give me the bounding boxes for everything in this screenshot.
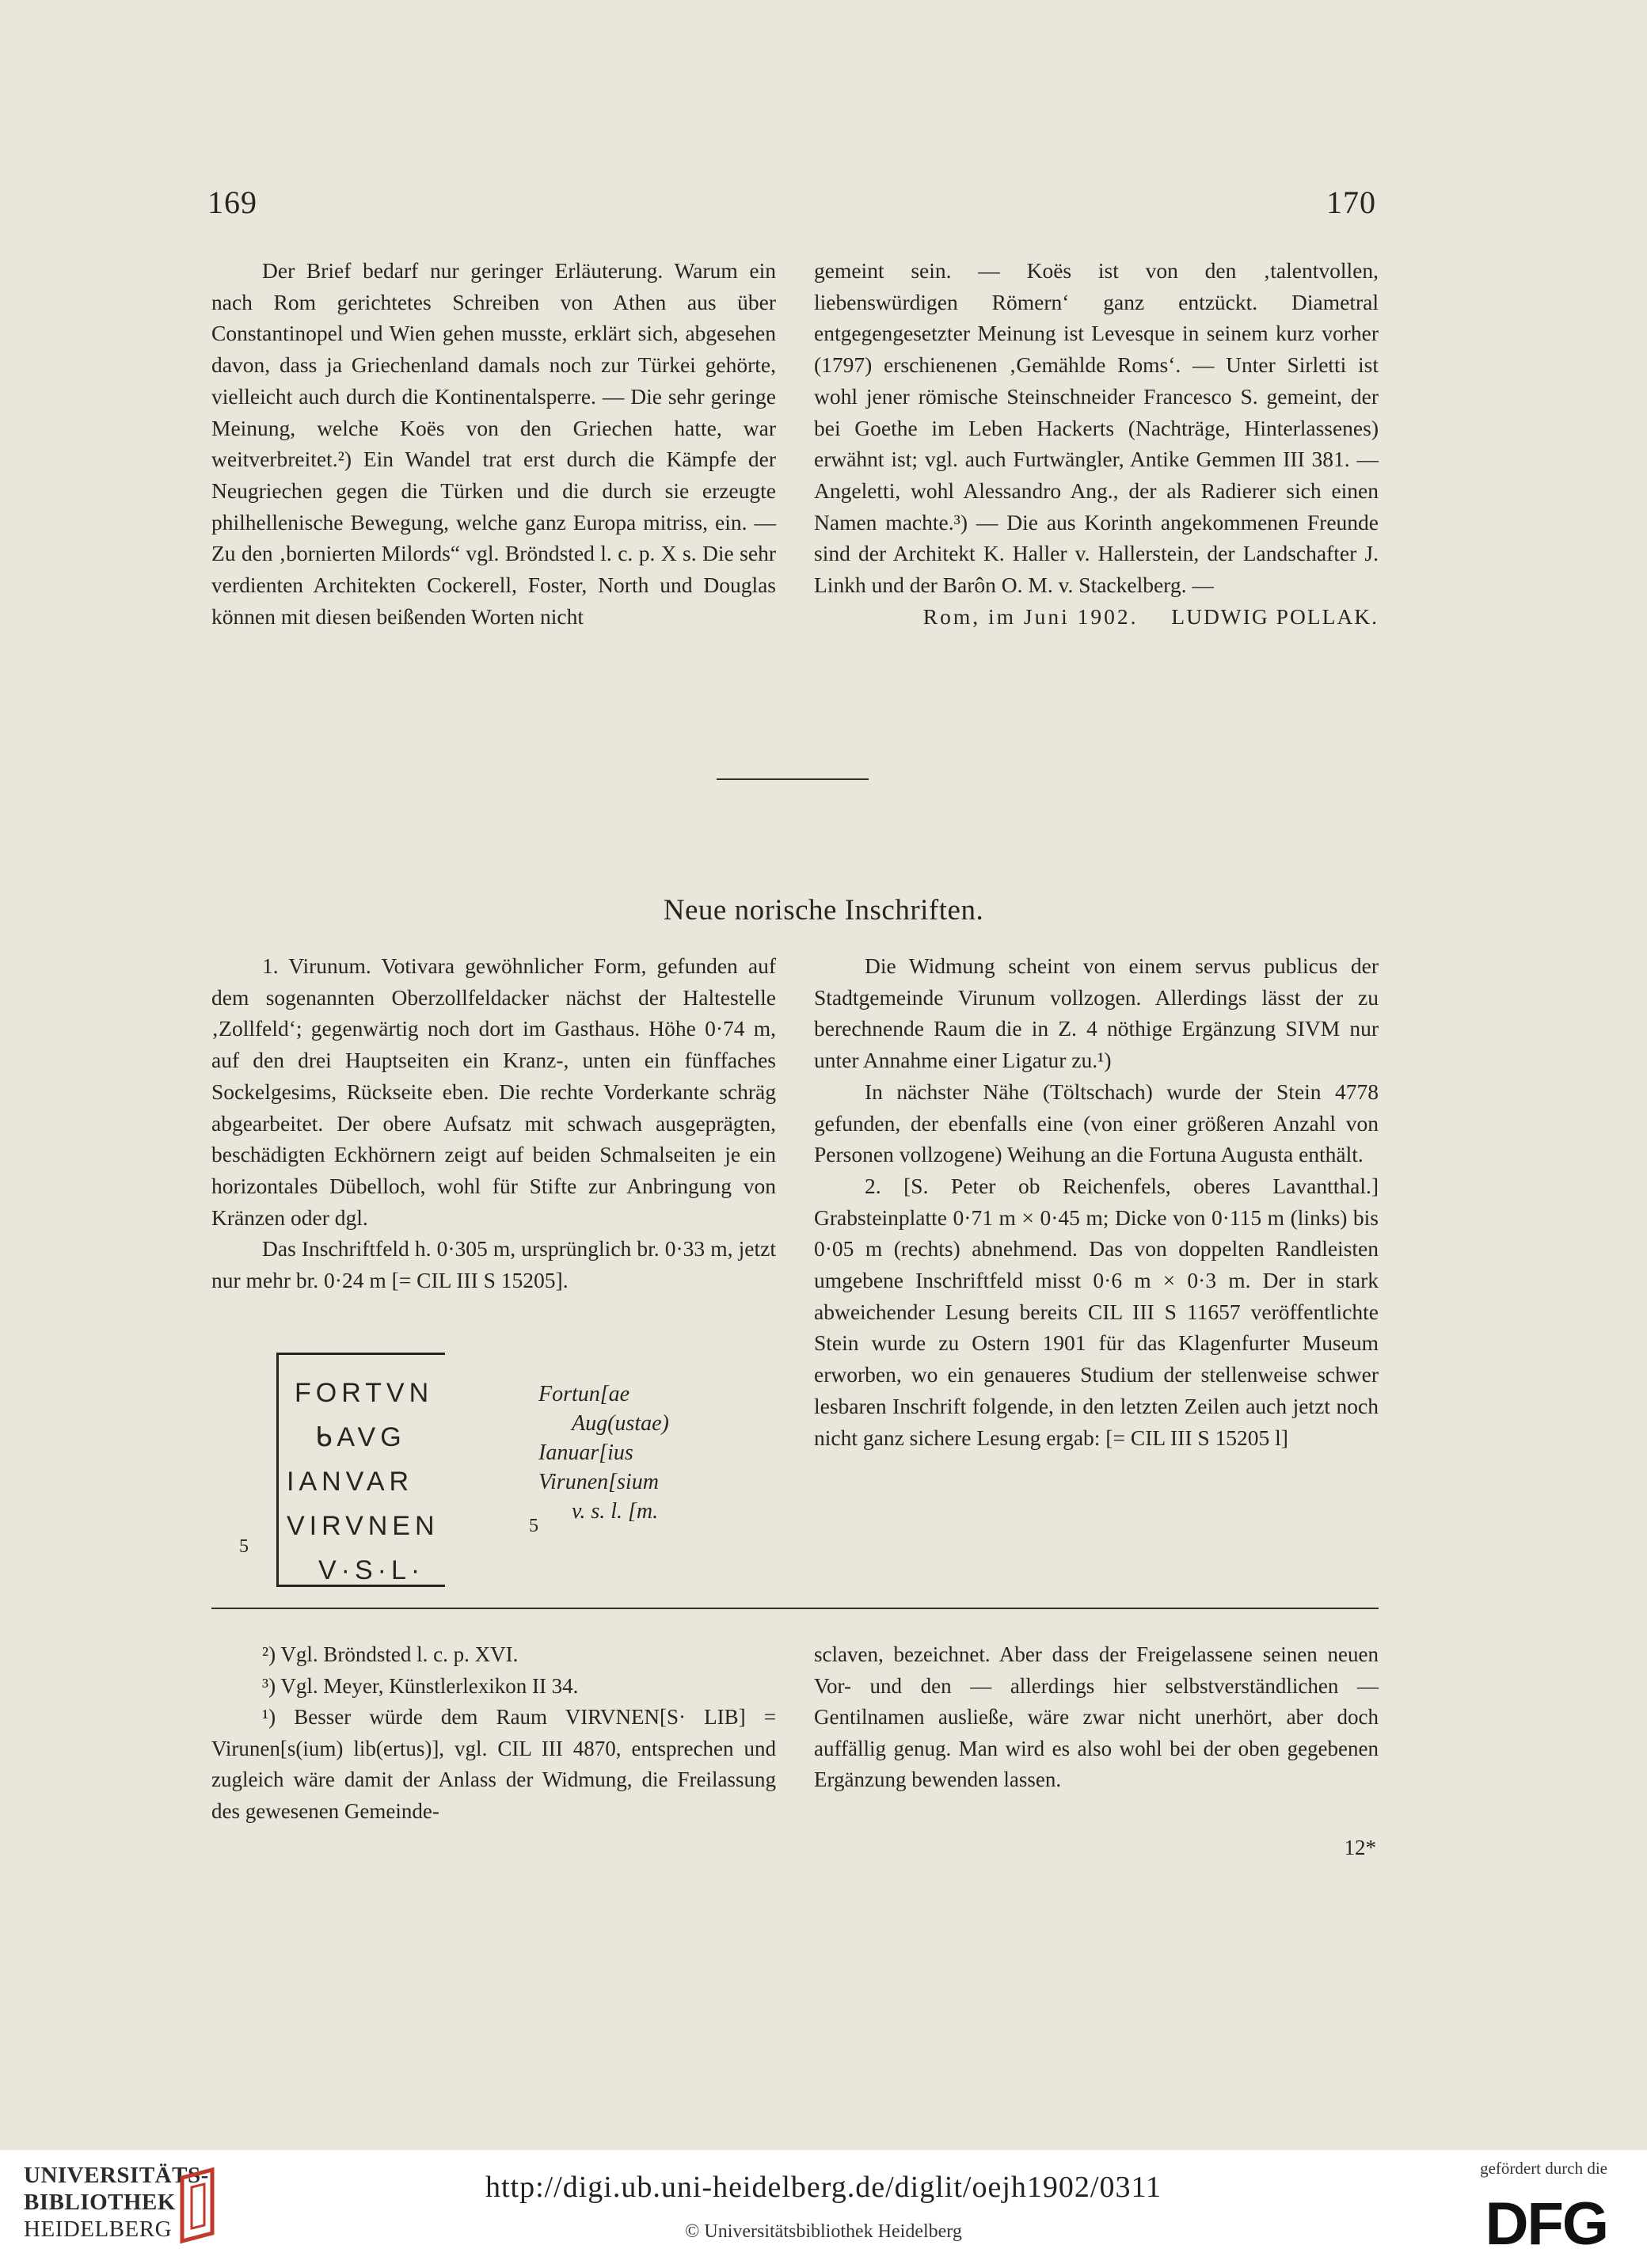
letter-commentary-left (211, 255, 776, 632)
inscription-line: FORTVN (295, 1378, 434, 1408)
inscription-line: VIRVNEN (287, 1511, 439, 1541)
transcription-line: Aug(ustae) (572, 1411, 669, 1436)
copyright-notice: © Universitätsbibliothek Heidelberg (685, 2221, 962, 2242)
footnote: ³) Vgl. Meyer, Künstlerlexikon II 34. (262, 1673, 579, 1698)
permalink-url[interactable]: http://digi.ub.uni-heidelberg.de/diglit/oejh1902/0311 (485, 2171, 1162, 2204)
signature-line (814, 601, 1379, 633)
inscription-transcription (538, 1379, 669, 1526)
article-right-column (814, 950, 1379, 1453)
line-number: 5 (529, 1516, 538, 1536)
transcription-line: Fortun[ae (538, 1382, 630, 1406)
paragraph: Die Widmung scheint von einem servus publicus der Stadtgemeinde Virunum vollzogen. Allerdings lässt der zu berechnende Raum die in Z. 4 nöthige Ergänzung SIVM nur unter Annahme einer Ligatur zu.¹) (814, 953, 1379, 1073)
transcription-line: Ianuar[ius (538, 1440, 633, 1465)
funder-text: gefördert durch die (1480, 2159, 1607, 2178)
line-number: 5 (239, 1536, 249, 1557)
letter-commentary-right (814, 255, 1379, 632)
library-line: HEIDELBERG (24, 2217, 173, 2242)
footer-bar (0, 2150, 1647, 2268)
paragraph: In nächster Nähe (Töltschach) wurde der Stein 4778 gefunden, der ebenfalls eine (von einer größeren Anzahl von Personen vollzogene) Weihung an die Fortuna Augusta enthält. (814, 1079, 1379, 1167)
paragraph: gemeint sein. — Koës ist von den ‚talentvollen, liebenswürdigen Römern‘ ganz entzückt. Diametral entgegengesetzter Meinung ist Levesque in seinem kurz vorher (1797) erschienenen ‚Gemählde Roms‘. — Unter Sirletti ist wohl jener römische Steinschneider Francesco S. gemeint, der bei Goethe im Leben Hackerts (Nachträge, Hinterlassenes) erwähnt ist; vgl. auch Furtwängler, Antike Gemmen III 381. — Angeletti, wohl Alessandro Ang., der als Radierer sich einen Namen machte.³) — Die aus Korinth angekommenen Freunde sind der Architekt K. Haller v. Hallerstein, der Landschafter J. Linkh und der Barôn O. M. v. Stackelberg. — (814, 258, 1379, 598)
library-line: UNIVERSITÄTS- (24, 2163, 209, 2188)
page-number-left: 169 (207, 185, 257, 220)
paragraph: Der Brief bedarf nur geringer Erläuterung. Warum ein nach Rom gerichtetes Schreiben von Athen aus über Constantinopel und Wien gehen musste, erklärt sich, abgesehen davon, dass ja Griechenland damals noch zur Türkei gehörte, vielleicht auch durch die Kontinentalsperre. — Die sehr geringe Meinung, welche Koës von den Griechen hatte, war weitverbreitet.²) Ein Wandel trat erst durch die Kämpfe der Neugriechen gegen die Türken und die durch sie erzeugte philhellenische Bewegung, welche ganz Europa mitriss, ein. — Zu den ‚bornierten Milords“ vgl. Bröndsted l. c. p. X s. Die sehr verdienten Architekten Cockerell, Foster, North und Douglas können mit diesen beißenden Worten nicht (211, 258, 776, 629)
page-number-right: 170 (1326, 185, 1376, 220)
footnote: ¹) Besser würde dem Raum VIRVNEN[S· LIB] = Virunen[s(ium) lib(ertus)], vgl. CIL III 4870, entsprechen und zugleich wäre damit der Anlass der Widmung, die Freilassung des gewesenen Gemeinde- (211, 1705, 776, 1823)
paragraph: 2. [S. Peter ob Reichenfels, oberes Lavantthal.] Grabsteinplatte 0·71 m × 0·45 m; Dicke von 0·115 m (links) bis 0·05 m (rechts) abnehmend. Das von doppelten Randleisten umgebene Inschriftfeld misst 0·6 m × 0·3 m. Der in stark abweichender Lesung bereits CIL III S 11657 veröffentlichte Stein wurde zu Ostern 1901 für das Klagenfurter Museum erworben, wo ein genaueres Studium der stellenweise schwer lesbaren Inschrift folgende, in den letzten Zeilen auch jetzt noch nicht ganz sichere Lesung ergab: [= CIL III S 15205 l] (814, 1173, 1379, 1450)
footnotes-left (211, 1639, 776, 1828)
article-left-column (211, 950, 776, 1296)
inscription-stone (276, 1353, 445, 1587)
footnote: ²) Vgl. Bröndsted l. c. p. XVI. (262, 1642, 519, 1666)
transcription-line: Virunen[sium (538, 1470, 659, 1494)
transcription-line: v. s. l. [m. (572, 1499, 659, 1524)
signature-place: Rom, im Juni 1902. (922, 603, 1139, 629)
dfg-logo: DFG (1485, 2190, 1607, 2258)
signature-name: LUDWIG POLLAK. (1171, 603, 1379, 629)
inscription-line: ᑲAVG (315, 1422, 406, 1452)
paragraph: Das Inschriftfeld h. 0·305 m, ursprünglich br. 0·33 m, jetzt nur mehr br. 0·24 m [= CIL III S 15205]. (211, 1236, 776, 1293)
inscription-line: IANVAR (287, 1467, 414, 1497)
footnote-rule (211, 1608, 1379, 1609)
library-line: BIBLIOTHEK (24, 2190, 176, 2215)
article-title: Neue norische Inschriften. (663, 894, 984, 927)
paragraph: 1. Virunum. Votivara gewöhnlicher Form, gefunden auf dem sogenannten Oberzollfeldacker nächst der Haltestelle ‚Zollfeld‘; gegenwärtig noch dort im Gasthaus. Höhe 0·74 m, auf den drei Hauptseiten ein Kranz-, unten ein fünffaches Sockelgesims, Rückseite eben. Die rechte Vorderkante schräg abgearbeitet. Der obere Aufsatz mit schwach ausgeprägten, beschädigten Eckhörnern zeigt auf beiden Schmalseiten je ein horizontales Dübelloch, wohl für Stifte zur Anbringung von Kränzen oder dgl. (211, 953, 776, 1230)
inscription-line: V·S·L· (318, 1555, 425, 1585)
footnotes-right (814, 1639, 1379, 1796)
footnote: sclaven, bezeichnet. Aber dass der Freigelassene seinen neuen Vor- und den — allerdings hier selbstverständlichen — Gentilnamen ausließe, wäre zwar nicht unerhört, aber doch auffällig genug. Man wird es also wohl bei der oben gegebenen Ergänzung bewenden lassen. (814, 1642, 1379, 1792)
signature-mark: 12* (1344, 1836, 1376, 1859)
section-divider (717, 778, 869, 780)
